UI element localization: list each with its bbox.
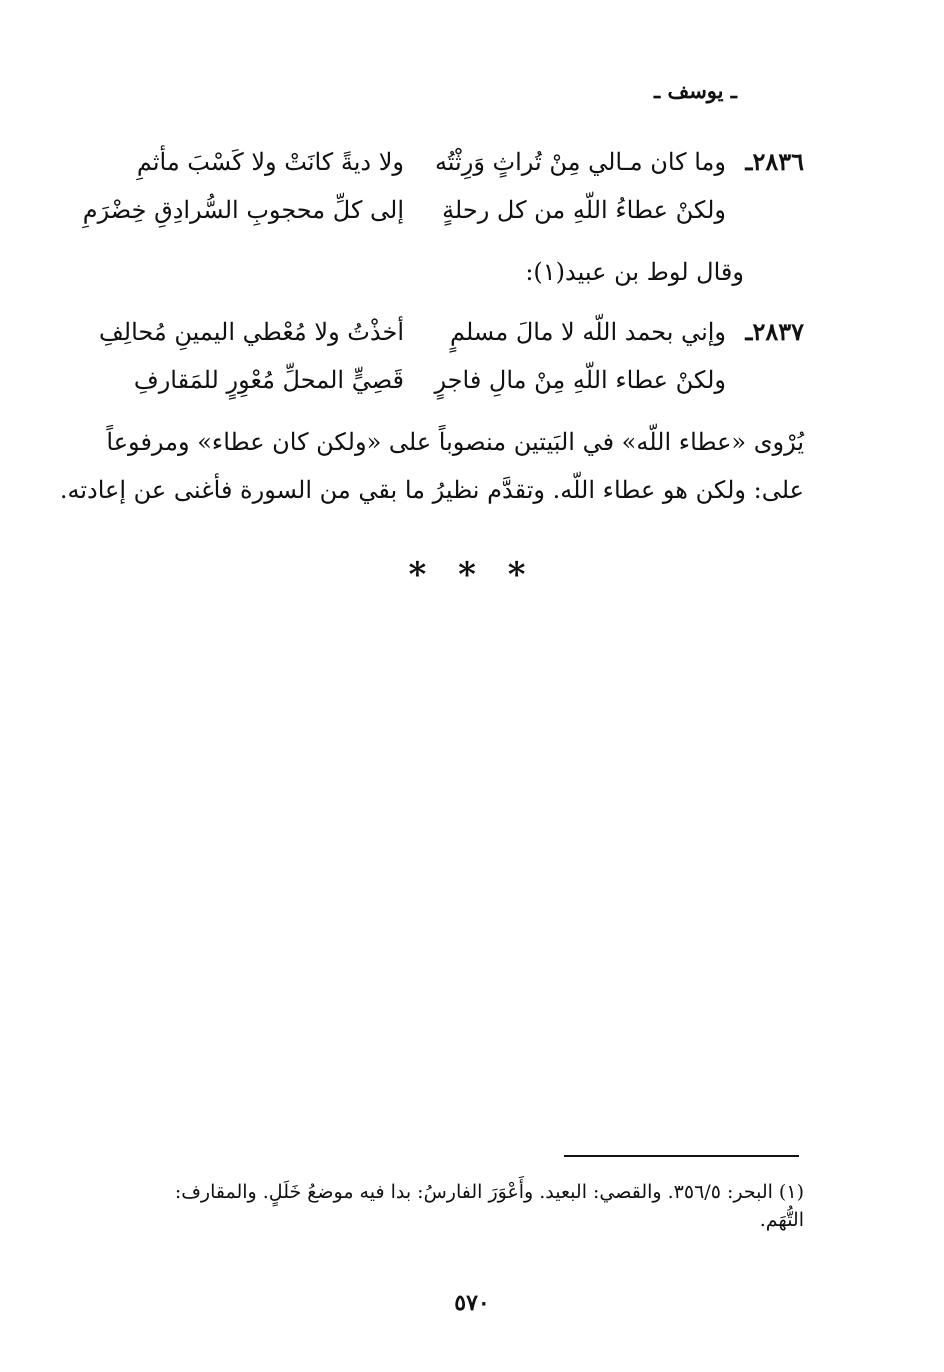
verse-2836-line-2 [82,186,804,234]
footnote-line-2: التُّهَم. [759,1209,804,1231]
verse-2837-line-1 [98,308,804,356]
footnote [114,1178,804,1234]
section-separator: * * * [408,555,536,595]
second-hemistich: أخذْتُ ولا مُعْطي اليمينِ مُحالِفِ [98,318,404,346]
verse-number: ٢٨٣٧ـ [745,317,804,346]
commentary-line-2: على: ولكن هو عطاء اللّه. وتقدَّم نظيرُ ما بقي من السورة فأغنى عن إعادته. [59,476,804,504]
running-title: ـ يوسف ـ [654,78,737,103]
verse-2837-line-2 [114,356,804,404]
attribution-line: وقال لوط بن عبيد(١): [525,258,744,286]
first-hemistich: ولكنْ عطاء اللّهِ مِنْ مالِ فاجرٍ [434,366,726,394]
first-hemistich: ولكنْ عطاءُ اللّهِ من كل رحلةٍ [442,196,726,224]
footnote-line-1: (١) البحر: ٣٥٦/٥. والقصي: البعيد. وأَعْوَرَ الفارسُ: بدا فيه موضعُ خَلَلٍ. والمقارف: [174,1181,804,1203]
second-hemistich: إلى كلِّ محجوبِ السُّرادِقِ خِضْرَمِ [82,196,404,224]
page-number: ٥٧٠ [454,1290,490,1316]
first-hemistich: وإني بحمد اللّه لا مالَ مسلمٍ [450,318,726,346]
verse-2836-line-1 [114,138,804,186]
first-hemistich: وما كان مـالي مِنْ تُراثٍ وَرِثْتُه [434,148,726,176]
second-hemistich: ولا ديةً كانَتْ ولا كَسْبَ مأثمِ [136,148,404,176]
footnote-divider [564,1155,799,1157]
verse-number: ٢٨٣٦ـ [745,147,804,176]
commentary-line-1: يُرْوى «عطاء اللّه» في البَيتين منصوباً على «ولكن كان عطاء» ومرفوعاً [106,428,804,456]
second-hemistich: قَصِيٍّ المحلِّ مُعْوِرٍ للمَقارفِ [133,366,404,394]
